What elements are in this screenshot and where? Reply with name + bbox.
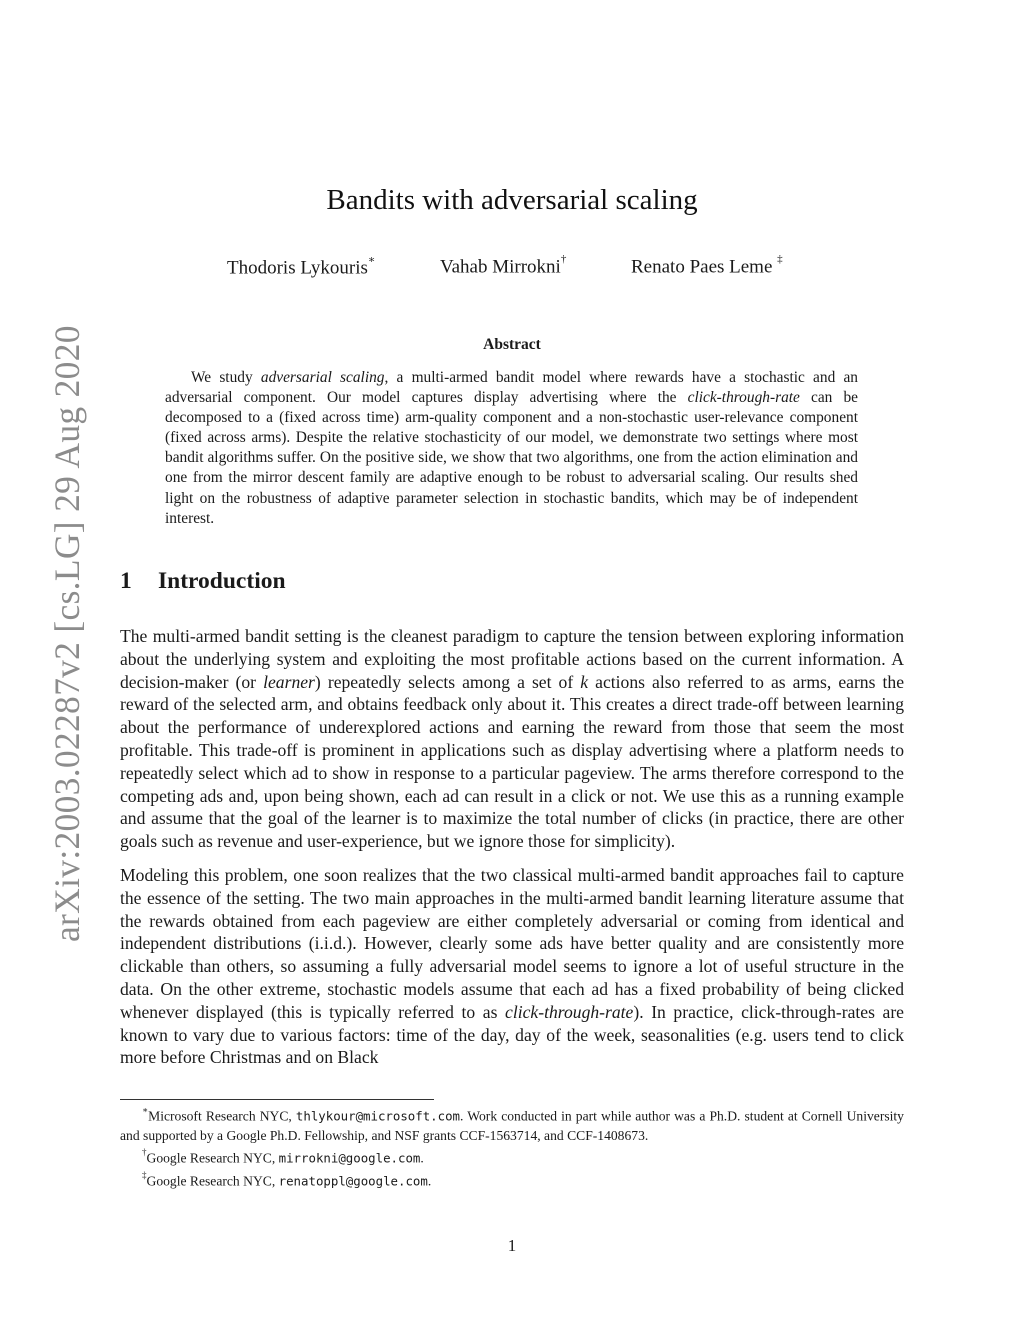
author-name: Thodoris Lykouris <box>227 257 368 279</box>
page-number: 1 <box>507 1236 517 1255</box>
abstract-body <box>165 368 858 529</box>
intro-paragraph-1 <box>120 625 904 853</box>
footnote-2 <box>120 1145 904 1168</box>
author-1 <box>227 256 375 279</box>
paragraph-text: ). In practice, click-through-rates are known to vary due to various factors: time of the day, day of the week, seasonalities (e.g. users tend to click more before Christmas and on Black <box>120 1001 904 1068</box>
intro-paragraph-2 <box>120 864 904 1069</box>
body-text <box>120 625 904 1080</box>
author-3 <box>631 253 783 278</box>
paragraph-emphasis: click-through-rate <box>505 1001 634 1022</box>
paragraph-emphasis: learner <box>263 671 315 692</box>
email-link[interactable]: mirrokni@google.com <box>278 1150 421 1166</box>
footnotes <box>120 1103 904 1190</box>
footnote-text: Google Research NYC, <box>146 1173 279 1189</box>
author-footnote-mark: ∗ <box>367 254 376 266</box>
author-footnote-mark: ‡ <box>777 253 783 265</box>
arxiv-identifier-stamp: arXiv:2003.02287v2 [cs.LG] 29 Aug 2020 <box>47 325 87 942</box>
footnote-text: Microsoft Research NYC, <box>148 1108 296 1124</box>
math-variable: k <box>580 671 589 692</box>
paragraph-text: Modeling this problem, one soon realizes that the two classical multi-armed bandit approaches fail to capture the essence of the setting. The two main approaches in the multi-armed bandit learning literature assume that the rewards obtained from each pageview are either completely adversarial or coming from identical and independent distributions (i.i.d.). However, clearly some ads have better quality and are consistently more clickable than others, so assuming a fully adversarial model seems to ignore a lot of useful structure in the data. On the other extreme, stochastic models assume that each ad has a fixed probability of being clicked whenever displayed (this is typically referred to as <box>120 864 904 1022</box>
abstract-text: can be decomposed to a (fixed across time) arm-quality component and a non-stochastic user-relevance component (fixed across arms). Despite the relative stochasticity of our model, we demonstrate two settings where most bandit algorithms suffer. On the positive side, we show that two algorithms, one from the action elimination and one from the mirror descent family are adaptive enough to be robust to adversarial scaling. Our results shed light on the robustness of adaptive parameter selection in stochastic bandits, which may be of independent interest. <box>165 389 858 527</box>
abstract-text: , a multi-armed bandit model where rewards have a stochastic and an adversarial component. Our model captures display advertising where the <box>165 369 858 407</box>
paragraph-text: actions also referred to as arms, earns the reward of the selected arm, and obtains feedback only about it. This creates a direct trade-off between learning about the performance of underexplored actions and earning the reward from those that seem the most profitable. This trade-off is prominent in applications such as display advertising where a platform needs to repeatedly select which ad to show in response to a particular pageview. The arms therefore correspond to the competing ads and, upon being shown, each ad can result in a click or not. We use this as a running example and assume that the goal of the learner is to maximize the total number of clicks (in practice, there are other goals such as revenue and user-experience, but we ignore those for simplicity). <box>120 671 905 852</box>
paragraph-text: The multi-armed bandit setting is the cleanest paradigm to capture the tension between exploring information about the underlying system and exploiting the most profitable actions based on the current information. A decision-maker (or <box>120 626 904 692</box>
footnote-3 <box>120 1168 904 1191</box>
abstract-heading: Abstract <box>483 336 541 353</box>
email-link[interactable]: thlykour@microsoft.com <box>295 1108 461 1124</box>
abstract-emphasis: click-through-rate <box>687 389 800 407</box>
author-2 <box>440 253 567 278</box>
paper-title: Bandits with adversarial scaling <box>326 184 698 216</box>
footnote-mark: ∗ <box>142 1105 149 1115</box>
footnote-text: Google Research NYC, <box>146 1150 279 1166</box>
email-link[interactable]: renatoppl@google.com <box>278 1173 428 1189</box>
footnote-text: . <box>420 1150 424 1166</box>
abstract-text: We study <box>191 369 261 386</box>
abstract-paragraph <box>165 368 858 529</box>
section-heading <box>120 568 286 595</box>
footnote-text: . Work conducted in part while author was a Ph.D. student at Cornell University and supported by a Google Ph.D. Fellowship, and NSF grants CCF-1563714, and CCF-1408673. <box>120 1108 904 1143</box>
footnote-divider <box>120 1099 434 1100</box>
footnote-text: . <box>427 1173 432 1189</box>
author-name: Vahab Mirrokni <box>440 256 561 278</box>
footnote-mark: ‡ <box>142 1169 147 1180</box>
author-footnote-mark: † <box>560 253 567 265</box>
footnote-1 <box>120 1103 904 1145</box>
section-title: Introduction <box>158 568 286 594</box>
footnote-mark: † <box>142 1146 147 1157</box>
abstract-emphasis: adversarial scaling <box>260 369 385 386</box>
author-name: Renato Paes Leme <box>631 256 778 278</box>
section-number: 1 <box>120 568 132 594</box>
paragraph-text: ) repeatedly selects among a set of <box>314 671 581 692</box>
